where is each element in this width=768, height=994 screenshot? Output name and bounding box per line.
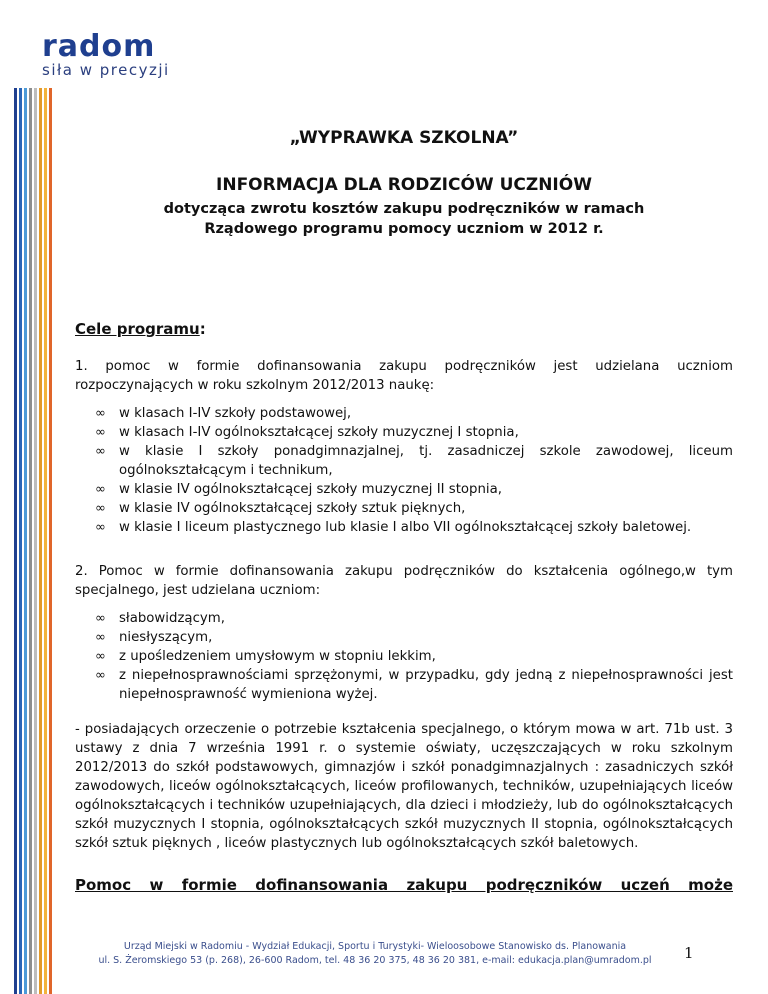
document-heading: INFORMACJA DLA RODZICÓW UCZNIÓW	[216, 175, 592, 195]
stripe-1	[19, 88, 22, 994]
list-item: ∞ w klasie I szkoły ponadgimnazjalnej, tj. zasadniczej szkole zawodowej, liceum ogólnokształcącym i technikum,	[95, 444, 733, 478]
bullet-icon: ∞	[95, 425, 106, 440]
bullet-icon: ∞	[95, 406, 106, 421]
stripe-4	[34, 88, 37, 994]
page-footer	[75, 940, 675, 968]
target-classes-list	[75, 404, 733, 537]
list-item: ∞ w klasie IV ogólnokształcącej szkoły muzycznej II stopnia,	[95, 482, 502, 497]
document-subheading	[75, 199, 733, 239]
bullet-icon: ∞	[95, 668, 106, 683]
stripe-0	[14, 88, 17, 994]
bullet-icon: ∞	[95, 501, 106, 516]
stripe-6	[44, 88, 47, 994]
bullet-icon: ∞	[95, 611, 106, 626]
decorative-stripes	[0, 0, 70, 994]
stripe-7	[49, 88, 52, 994]
footer-line-1: Urząd Miejski w Radomiu - Wydział Edukacji, Sportu i Turystyki- Wieloosobowe Stanowisko ds. Planowania	[123, 941, 627, 952]
page-number: 1	[684, 944, 694, 962]
radom-logo	[42, 29, 170, 79]
list-item: ∞ słabowidzącym,	[95, 611, 225, 626]
document-title: „WYPRAWKA SZKOLNA”	[289, 128, 519, 148]
section-heading	[75, 320, 206, 338]
subheading-line-2: Rządowego programu pomocy uczniom w 2012 r.	[204, 221, 604, 237]
section-title: Cele programu	[75, 320, 200, 338]
logo-tagline: siła w precyzji	[42, 61, 170, 79]
bullet-icon: ∞	[95, 649, 106, 664]
bullet-icon: ∞	[95, 630, 106, 645]
list-item: ∞ niesłyszącym,	[95, 630, 213, 645]
list-item: ∞ w klasach I-IV ogólnokształcącej szkoły muzycznej I stopnia,	[95, 425, 519, 440]
list-item: ∞ z niepełnosprawnościami sprzężonymi, w przypadku, gdy jedną z niepełnosprawności jest niepełnosprawność wymieniona wyżej.	[95, 668, 733, 702]
paragraph-2: 2. Pomoc w formie dofinansowania zakupu podręczników do kształcenia ogólnego,w tym specjalnego, jest udzielana uczniom:	[75, 564, 733, 598]
paragraph-3: - posiadających orzeczenie o potrzebie kształcenia specjalnego, o którym mowa w art. 71b ust. 3 ustawy z dnia 7 września 1991 r. o systemie oświaty, uczęszczających w roku szkolnym 2012/2013 do szkół podstawowych, gimnazjów i szkół ponadgimnazjalnych : zasadniczych szkół zawodowych, liceów ogólnokształcących, liceów profilowanych, techników, uzupełniających liceów ogólnokształcących i techników uzupełniających, dla dzieci i młodzieży, lub do ogólnokształcących szkół muzycznych I stopnia, ogólnokształcących szkół muzycznych II stopnia, ogólnokształcących szkół sztuk pięknych , liceów plastycznych lub ogólnokształcących szkół baletowych.	[75, 722, 733, 851]
bullet-icon: ∞	[95, 482, 106, 497]
list-item: ∞ w klasie I liceum plastycznego lub klasie I albo VII ogólnokształcącej szkoły baletowej.	[95, 520, 692, 535]
list-item: ∞ w klasach I-IV szkoły podstawowej,	[95, 406, 352, 421]
logo-wordmark: radom	[42, 29, 156, 64]
stripe-5	[39, 88, 42, 994]
special-needs-list	[75, 609, 733, 704]
list-item: ∞ z upośledzeniem umysłowym w stopniu lekkim,	[95, 649, 436, 664]
bottom-heading: Pomoc w formie dofinansowania zakupu podręczników uczeń może	[75, 876, 733, 894]
stripe-3	[29, 88, 32, 994]
section-colon: :	[199, 320, 206, 338]
list-item: ∞ w klasie IV ogólnokształcącej szkoły sztuk pięknych,	[95, 501, 466, 516]
bullet-icon: ∞	[95, 444, 106, 459]
bullet-icon: ∞	[95, 520, 106, 535]
footer-line-2: ul. S. Żeromskiego 53 (p. 268), 26-600 Radom, tel. 48 36 20 375, 48 36 20 381, e-mail: edukacja.plan@umradom.pl	[98, 955, 652, 966]
paragraph-1: 1. pomoc w formie dofinansowania zakupu podręczników jest udzielana uczniom rozpoczynających w roku szkolnym 2012/2013 naukę:	[75, 359, 733, 393]
stripe-2	[24, 88, 27, 994]
subheading-line-1: dotycząca zwrotu kosztów zakupu podręczników w ramach	[163, 201, 645, 217]
